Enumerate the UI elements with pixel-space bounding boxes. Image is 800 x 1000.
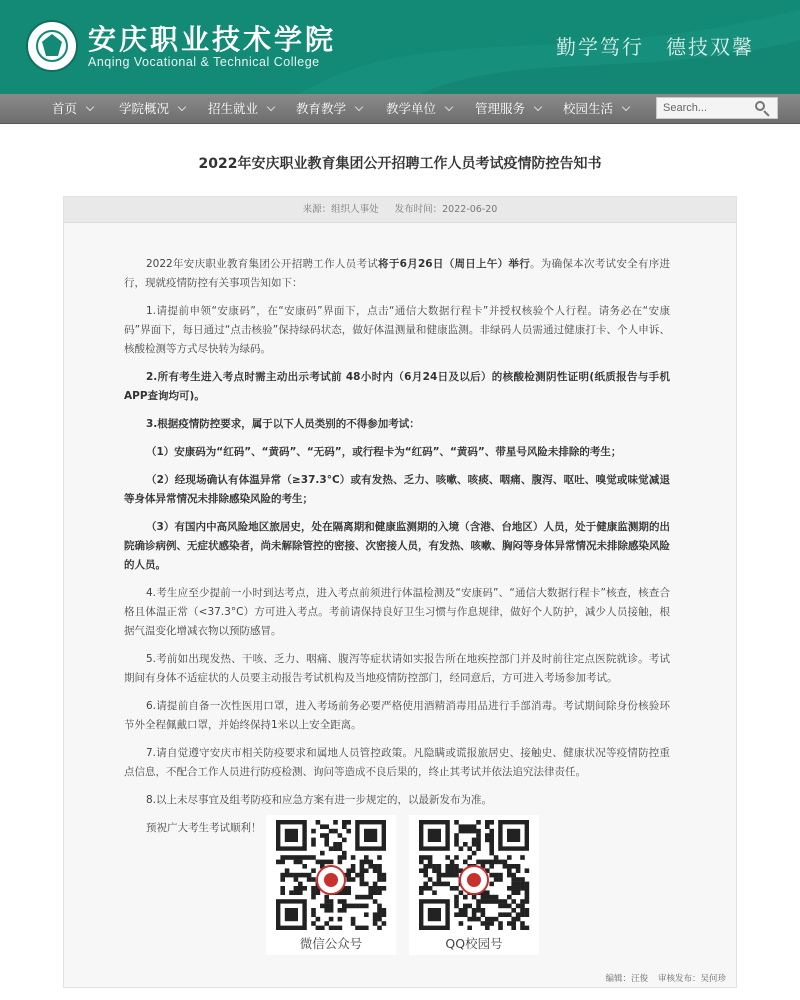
- chevron-down-icon: [534, 103, 542, 111]
- college-logo-icon[interactable]: [26, 20, 78, 72]
- intro-exam-date: 将于6月26日（周日上午）举行: [378, 258, 531, 270]
- article-source: 来源：组织人事处: [302, 204, 379, 215]
- nav-item-label: 教学单位: [386, 101, 437, 116]
- nav-item-education[interactable]: [296, 94, 362, 124]
- chevron-down-icon: [445, 103, 453, 111]
- nav-item-departments[interactable]: [386, 94, 452, 124]
- article-paragraph-3-3: （3）有国内中高风险地区旅居史，处在隔离期和健康监测期的入境（含港、台地区）人员，处于健康监测期的出院确诊病例、无症状感染者，尚未解除管控的密接、次密接人员，有发热、咳嗽、胸闷等身体异常情况未排除感染风险的人员。: [124, 521, 670, 571]
- qr-center-logo-icon: [316, 865, 346, 895]
- motto-part-2: 德技双馨: [666, 35, 754, 59]
- college-name-cn[interactable]: 安庆职业技术学院: [88, 23, 337, 56]
- chevron-down-icon: [622, 103, 630, 111]
- article-paragraph-8: 8.以上未尽事宜及组考防疫和应急方案有进一步规定的，以最新发布为准。: [146, 794, 493, 806]
- qr-label-qq: QQ校园号: [445, 936, 503, 951]
- article-panel: [63, 196, 737, 988]
- nav-item-label: 首页: [52, 101, 78, 116]
- nav-item-label: 学院概况: [119, 101, 170, 116]
- nav-item-campus-life[interactable]: [563, 94, 629, 124]
- motto-part-1: 勤学笃行: [556, 35, 644, 59]
- article-footer-meta: [605, 972, 726, 984]
- nav-item-label: 管理服务: [475, 101, 526, 116]
- article-paragraph-4: 4.考生应至少提前一小时到达考点，进入考点前须进行体温检测及“安康码”、“通信大数据行程卡”核查，核查合格且体温正常（<37.3°C）方可进入考点。考前请保持良好卫生习惯与作息规律，做好个人防护，减少人员接触，根据气温变化增减衣物以预防感冒。: [124, 587, 670, 637]
- college-name-en: Anqing Vocational & Technical College: [88, 55, 320, 69]
- article-paragraph-3-2: （2）经现场确认有体温异常（≥37.3°C）或有发热、乏力、咳嗽、咳痰、咽痛、腹泻、呕吐、嗅觉或味觉减退等身体异常情况未排除感染风险的考生；: [124, 474, 670, 505]
- qr-center-logo-icon: [459, 865, 489, 895]
- search-input[interactable]: [657, 98, 753, 118]
- article-date: 发布时间：2022-06-20: [394, 204, 498, 215]
- qr-wechat: [266, 815, 396, 955]
- page-title: 2022年安庆职业教育集团公开招聘工作人员考试疫情防控告知书: [198, 156, 602, 172]
- article-paragraph-6: 6.请提前自备一次性医用口罩，进入考场前务必要严格使用酒精消毒用品进行手部消毒。考试期间除身份核验环节外全程佩戴口罩，并始终保持1米以上安全距离。: [124, 700, 670, 731]
- chevron-down-icon: [178, 103, 186, 111]
- article-reviewer: 审核发布：吴何珍: [657, 974, 726, 984]
- article-intro: [124, 255, 670, 293]
- search-icon[interactable]: [755, 101, 771, 117]
- qr-qq: [409, 815, 539, 955]
- nav-item-label: 校园生活: [563, 101, 614, 116]
- article-editor: 编辑：汪俊: [605, 974, 648, 984]
- article-paragraph-2: 2.所有考生进入考点时需主动出示考试前 48小时内（6月24日及以后）的核酸检测阴性证明(纸质报告与手机APP查询均可)。: [124, 371, 670, 402]
- intro-text-a: 2022年安庆职业教育集团公开招聘工作人员考试: [146, 258, 379, 270]
- article-paragraph-3: 3.根据疫情防控要求，属于以下人员类别的不得参加考试：: [146, 418, 420, 430]
- chevron-down-icon: [267, 103, 275, 111]
- nav-item-home[interactable]: [52, 94, 93, 124]
- article-paragraph-7: 7.请自觉遵守安庆市相关防疫要求和属地人员管控政策。凡隐瞒或谎报旅居史、接触史、健康状况等疫情防控重点信息，不配合工作人员进行防疫检测、询问等造成不良后果的，终止其考试并依法追究法律责任。: [124, 747, 670, 778]
- qr-label-wechat: 微信公众号: [299, 936, 363, 951]
- college-motto: [556, 31, 754, 60]
- article-paragraph-5: 5.考前如出现发热、干咳、乏力、咽痛、腹泻等症状请如实报告所在地疾控部门并及时前往定点医院就诊。考试期间有身体不适症状的人员要主动报告考试机构及当地疫情防控部门，经同意后，方可进入考场参加考试。: [124, 653, 670, 684]
- nav-item-admissions[interactable]: [208, 94, 274, 124]
- article-meta: [64, 197, 736, 223]
- nav-item-services[interactable]: [475, 94, 541, 124]
- site-header: [0, 0, 800, 94]
- article-paragraph-1: 1.请提前申领“安康码”，在“安康码”界面下，点击“通信大数据行程卡”并授权核验个人行程。请务必在“安康码”界面下，每日通过“点击核验”保持绿码状态，做好体温测量和健康监测。非绿码人员需通过健康打卡、个人申诉、核酸检测等方式尽快转为绿码。: [124, 305, 670, 355]
- nav-item-label: 教育教学: [296, 101, 347, 116]
- article-paragraph-3-1: （1）安康码为“红码”、“黄码”、“无码”，或行程卡为“红码”、“黄码”、带星号风险未排除的考生；: [146, 446, 622, 458]
- article-closing: 预祝广大考生考试顺利！: [146, 822, 262, 834]
- chevron-down-icon: [355, 103, 363, 111]
- nav-item-about[interactable]: [119, 94, 185, 124]
- chevron-down-icon: [86, 103, 94, 111]
- article-body: [124, 255, 670, 847]
- intro-text-c: 。为确保本次考试安全有序进行，现就疫情防控有关事项告知如下：: [124, 258, 670, 289]
- nav-item-label: 招生就业: [208, 101, 259, 116]
- search-box: [656, 97, 778, 119]
